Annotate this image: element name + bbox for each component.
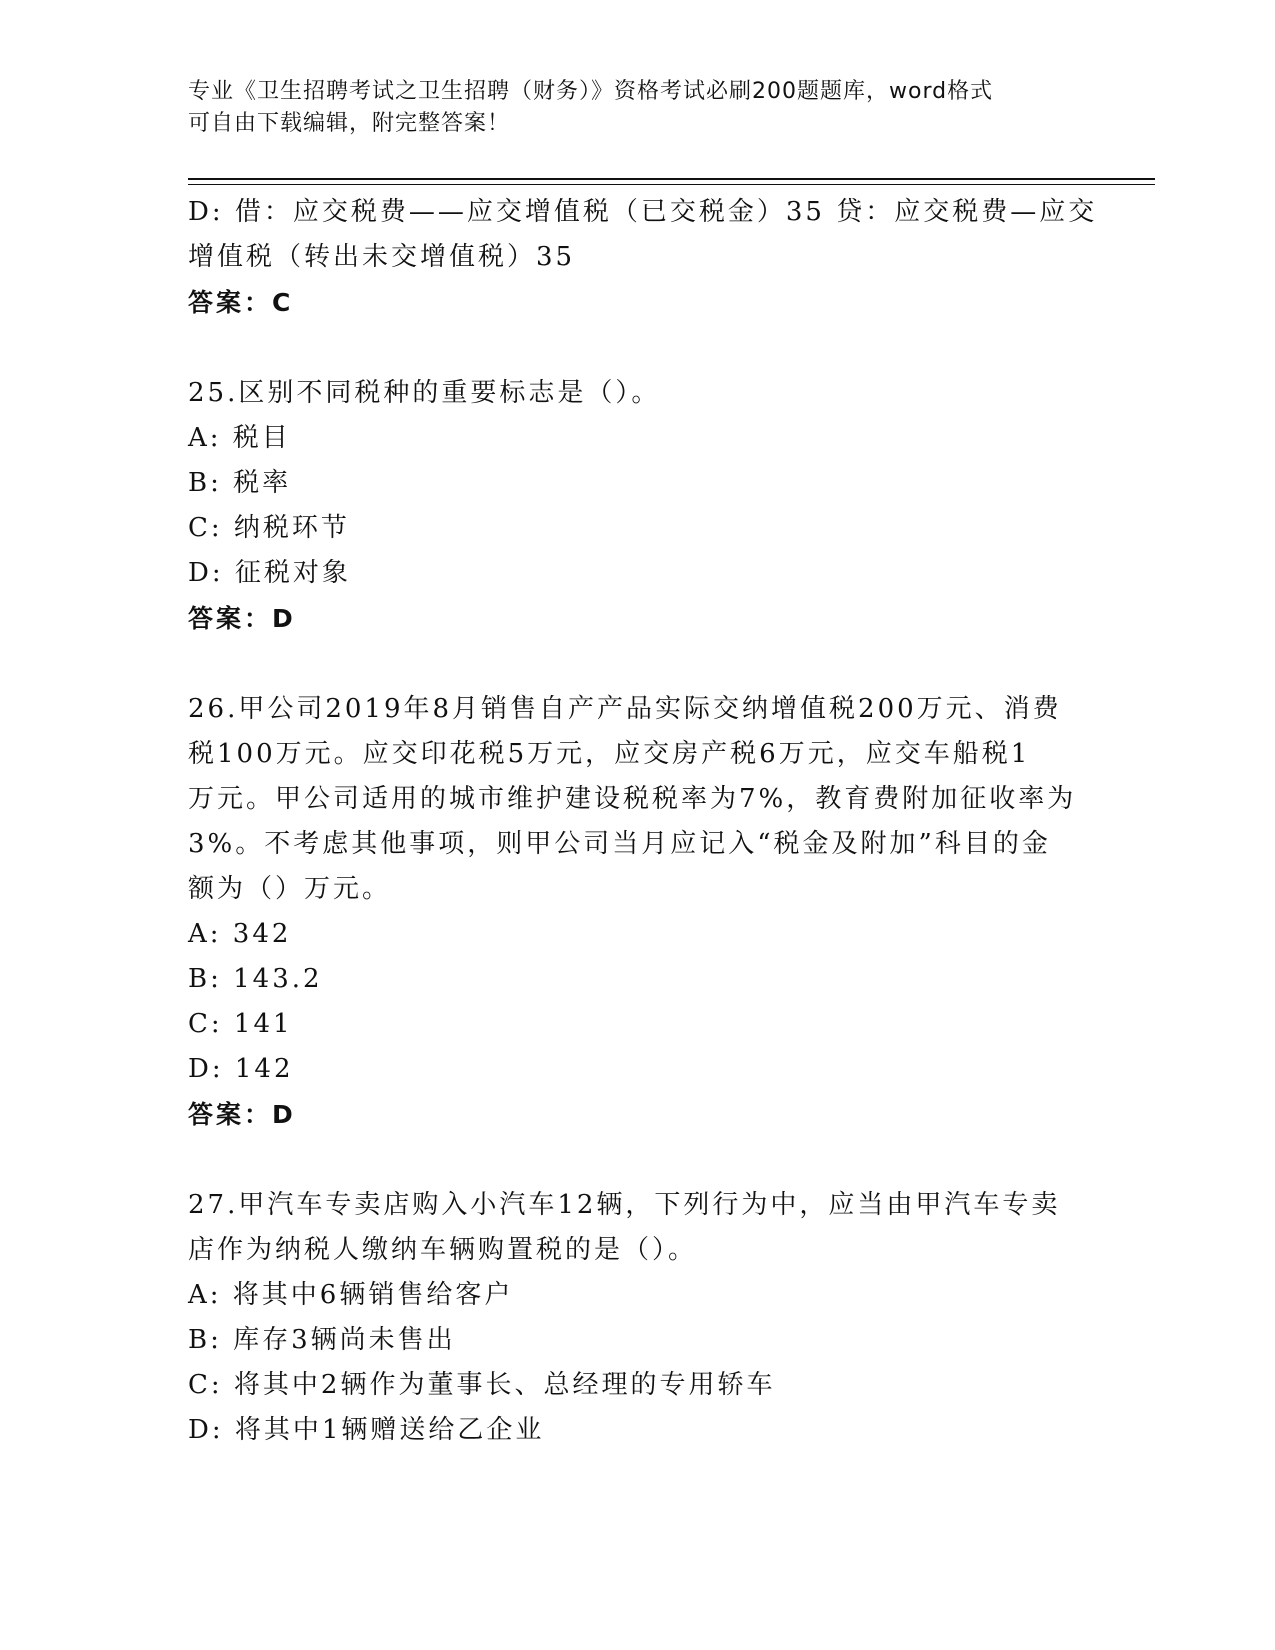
header-line-1: 专业《卫生招聘考试之卫生招聘（财务）》资格考试必刷200题题库，word格式 [188,79,994,104]
option-a: A: 税目 [188,423,291,453]
question-stem: 26.甲公司2019年8月销售自产产品实际交纳增值税200万元、消费 [188,694,1062,724]
question-27 [188,1183,1088,1453]
question-stem: 3%。不考虑其他事项，则甲公司当月应记入“税金及附加”科目的金 [188,829,1051,859]
question-26 [188,687,1088,1137]
question-24-tail [188,190,1098,325]
option-c: C: 141 [188,1009,293,1039]
option-b: B: 143.2 [188,964,323,994]
header-line-2: 可自由下载编辑，附完整答案！ [188,111,511,136]
option-d: D: 征税对象 [188,558,351,588]
option-a: A: 342 [188,919,292,949]
answer-line: 答案：D [188,1100,296,1129]
option-d: D: 将其中1辆赠送给乙企业 [188,1415,545,1445]
question-stem: 税100万元。应交印花税5万元，应交房产税6万元，应交车船税1 [188,739,1031,769]
question-stem: 万元。甲公司适用的城市维护建设税税率为7%，教育费附加征收率为 [188,784,1077,814]
answer-line: 答案：C [188,288,294,317]
question-stem: 25.区别不同税种的重要标志是（）。 [188,378,661,408]
option-d: D: 借：应交税费——应交增值税（已交税金）35 贷：应交税费—应交 [188,197,1098,227]
question-stem: 27.甲汽车专卖店购入小汽车12辆，下列行为中，应当由甲汽车专卖 [188,1190,1061,1220]
option-c: C: 纳税环节 [188,513,350,543]
question-25 [188,371,1088,641]
option-d-continued: 增值税（转出未交增值税）35 [188,242,576,272]
answer-line: 答案：D [188,604,296,633]
option-b: B: 库存3辆尚未售出 [188,1325,456,1355]
option-b: B: 税率 [188,468,292,498]
header-divider [188,178,1155,185]
spacer [188,641,1088,687]
option-c: C: 将其中2辆作为董事长、总经理的专用轿车 [188,1370,776,1400]
spacer [188,1137,1088,1183]
option-a: A: 将其中6辆销售给客户 [188,1280,514,1310]
page-header [188,76,1088,140]
document-body [188,190,1098,1453]
spacer [188,325,1088,371]
option-d: D: 142 [188,1054,294,1084]
question-stem: 额为（）万元。 [188,874,392,904]
question-stem: 店作为纳税人缴纳车辆购置税的是（）。 [188,1235,698,1265]
